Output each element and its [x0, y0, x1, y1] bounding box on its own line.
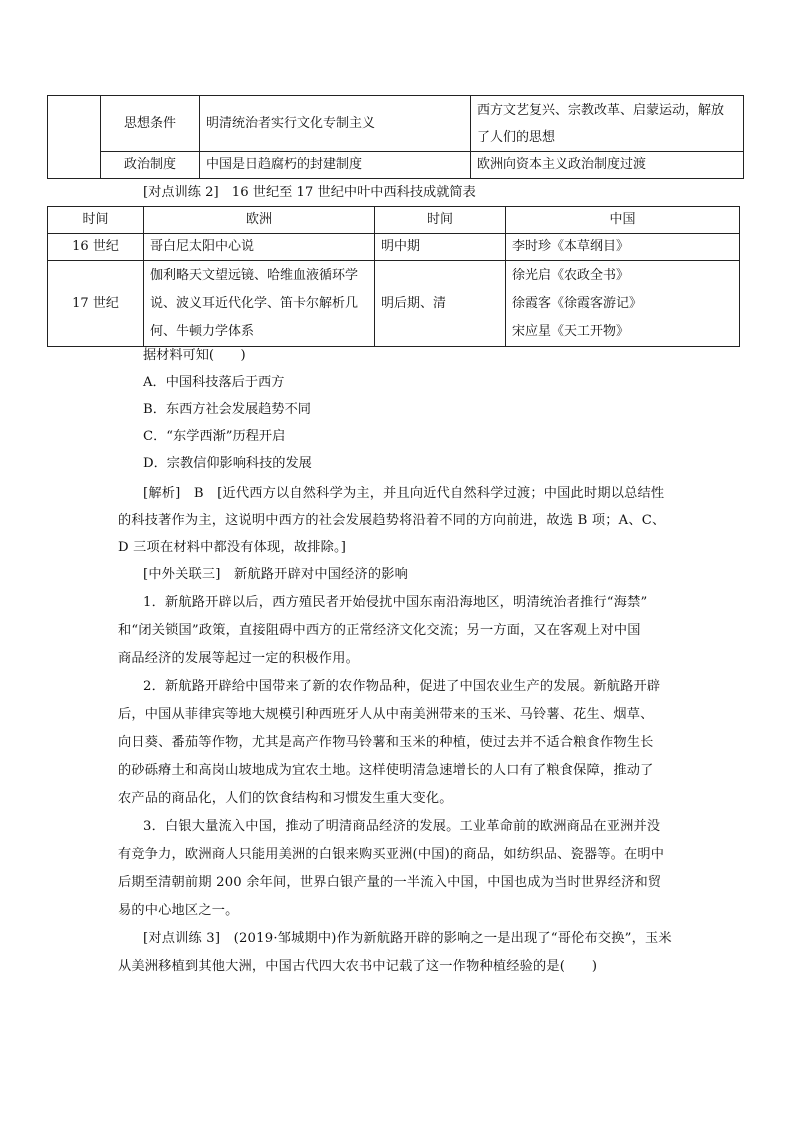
header-china: 中国: [506, 207, 740, 234]
question-stem: 据材料可知( ): [143, 348, 246, 363]
comparison-table: [47, 95, 744, 179]
time-cell: 16 世纪: [48, 234, 144, 261]
analysis-line: [解析] B [近代西方以自然科学为主，并且向近代自然科学过渡；中国此时期以总结性: [143, 486, 665, 501]
paragraph-line: 易的中心地区之一。: [118, 903, 239, 918]
question-line: 从美洲移植到其他大洲，中国古代四大农书中记载了这一作物种植经验的是( ): [118, 959, 598, 974]
china-time-cell: 明后期、清: [375, 261, 506, 347]
question-line: [对点训练 3] (2019·邹城期中)作为新航路开辟的影响之一是出现了“哥伦布交换”，玉米: [143, 931, 672, 946]
option-d: D．宗教信仰影响科技的发展: [143, 456, 312, 471]
time-cell: 17 世纪: [48, 261, 144, 347]
paragraph-line: 2．新航路开辟给中国带来了新的农作物品种，促进了中国农业生产的发展。新航路开辟: [143, 679, 661, 694]
analysis-line: D 三项在材料中都没有体现，故排除。]: [118, 540, 347, 555]
row-label: 思想条件: [101, 96, 200, 152]
option-b: B．东西方社会发展趋势不同: [143, 402, 311, 417]
header-time-china: 时间: [375, 207, 506, 234]
paragraph-line: 商品经济的发展等起过一定的积极作用。: [118, 651, 359, 666]
table-caption: [对点训练 2] 16 世纪至 17 世纪中叶中西科技成就简表: [143, 185, 476, 200]
paragraph-line: 农产品的商品化，人们的饮食结构和习惯发生重大变化。: [118, 791, 453, 806]
paragraph-line: 向日葵、番茄等作物，尤其是高产作物马铃薯和玉米的种植，使过去并不适合粮食作物生长: [118, 735, 654, 750]
header-europe: 欧洲: [144, 207, 375, 234]
china-time-cell: 明中期: [375, 234, 506, 261]
china-line: 徐霞客《徐霞客游记》: [512, 295, 643, 311]
china-cell: 明清统治者实行文化专制主义: [200, 96, 471, 152]
europe-line: 伽利略天文望远镜、哈维血液循环学: [150, 267, 359, 283]
paragraph-line: 后，中国从菲律宾等地大规模引种西班牙人从中南美洲带来的玉米、马铃薯、花生、烟草、: [118, 707, 654, 722]
europe-cell-line: 了人们的思想: [477, 129, 556, 145]
europe-cell: 哥白尼太阳中心说: [144, 234, 375, 261]
table-blank-cell: [48, 96, 101, 179]
paragraph-line: 3．白银大量流入中国，推动了明清商品经济的发展。工业革命前的欧洲商品在亚洲并没: [143, 819, 661, 834]
option-c: C．“东学西渐”历程开启: [143, 429, 286, 444]
row-label: 政治制度: [101, 152, 200, 179]
europe-cell: 欧洲向资本主义政治制度过渡: [471, 152, 744, 179]
europe-cell: [471, 96, 744, 152]
europe-cell: [144, 261, 375, 347]
paragraph-line: 有竞争力，欧洲商人只能用美洲的白银来购买亚洲(中国)的商品，如纺织品、瓷器等。在明中: [118, 847, 665, 862]
section-heading: [中外关联三] 新航路开辟对中国经济的影响: [143, 567, 409, 582]
analysis-line: 的科技著作为主，这说明中西方的社会发展趋势将沿着不同的方向前进，故选 B 项；A、C、: [118, 513, 666, 528]
paragraph-line: 的砂砾瘠土和高岗山坡地成为宜农土地。这样使明清急速增长的人口有了粮食保障，推动了: [118, 763, 654, 778]
paragraph-line: 后期至清朝前期 200 余年间，世界白银产量的一半流入中国，中国也成为当时世界经济和贸: [118, 875, 662, 890]
china-cell: 中国是日趋腐朽的封建制度: [200, 152, 471, 179]
science-table: [47, 206, 740, 347]
paragraph-line: 1．新航路开辟以后，西方殖民者开始侵扰中国东南沿海地区，明清统治者推行“海禁”: [143, 595, 648, 610]
china-cell: [506, 261, 740, 347]
china-line: 宋应星《天工开物》: [512, 323, 630, 339]
china-cell: 李时珍《本草纲目》: [506, 234, 740, 261]
paragraph-line: 和“闭关锁国”政策，直接阻碍中西方的正常经济文化交流；另一方面，又在客观上对中国: [118, 623, 641, 638]
europe-cell-line: 西方文艺复兴、宗教改革、启蒙运动，解放: [477, 102, 725, 118]
option-a: A．中国科技落后于西方: [143, 375, 285, 390]
header-time: 时间: [48, 207, 144, 234]
europe-line: 何、牛顿力学体系: [150, 323, 255, 339]
china-line: 徐光启《农政全书》: [512, 267, 630, 283]
europe-line: 说、波义耳近代化学、笛卡尔解析几: [150, 295, 359, 311]
